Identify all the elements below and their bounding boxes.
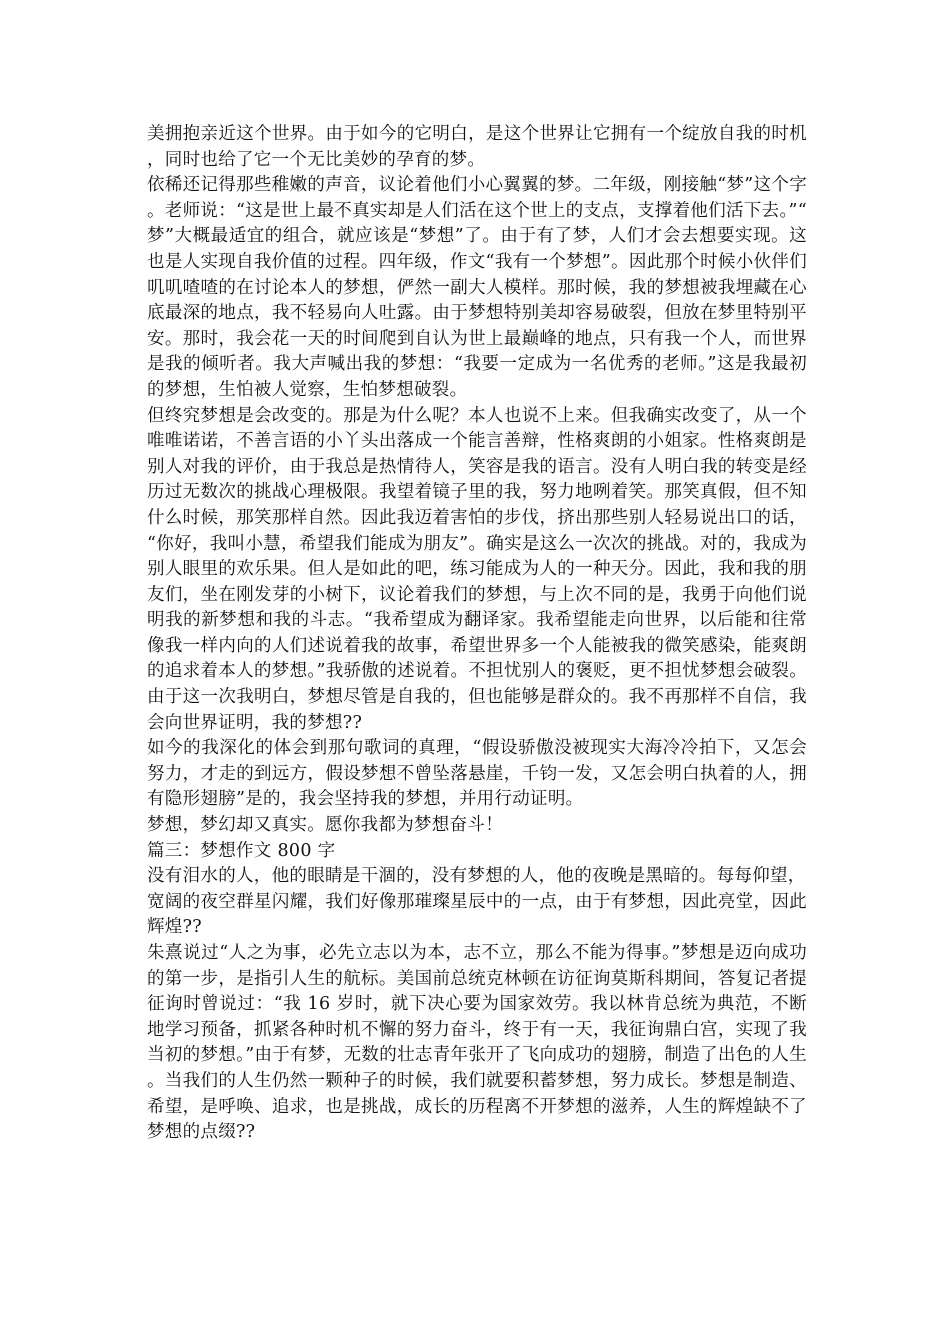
paragraph: 没有泪水的人，他的眼睛是干涸的，没有梦想的人，他的夜晚是黑暗的。每每仰望， xyxy=(147,866,806,887)
paragraph: 美拥抱亲近这个世界。由于如今的它明白，是这个世界让它拥有一个绽放自我的时机，同时也给了它一个无比美妙的孕育的梦。 xyxy=(147,124,807,170)
document-body xyxy=(147,122,807,1146)
paragraph: 宽阔的夜空群星闪耀，我们好像那璀璨星辰中的一点，由于有梦想，因此亮堂，因此辉煌?? xyxy=(147,891,807,938)
paragraph: 但终究梦想是会改变的。那是为什么呢？本人也说不上来。但我确实改变了，从一个唯唯诺诺，不善言语的小丫头出落成一个能言善辩，性格爽朗的小姐家。性格爽朗是别人对我的评价，由于我总是热情待人，笑容是我的语言。没有人明白我的转变是经历过无数次的挑战心理极限。我望着镜子里的我，努力地咧着笑。那笑真假，但不知什么时候，那笑那样自然。因此我迈着害怕的步伐，挤出那些别人轻易说出口的话，“你好，我叫小慧，希望我们能成为朋友”。确实是这么一次次的挑战。对的，我成为别人眼里的欢乐果。但人是如此的吧，练习能成为人的一种天分。因此，我和我的朋友们，坐在刚发芽的小树下，议论着我们的梦想，与上次不同的是，我勇于向他们说明我的新梦想和我的斗志。“我希望成为翻译家。我希望能走向世界，以后能和往常像我一样内向的人们述说着我的故事，希望世界多一个人能被我的微笑感染，能爽朗的追求着本人的梦想。”我骄傲的述说着。不担忧别人的褒贬，更不担忧梦想会破裂。由于这一次我明白，梦想尽管是自我的，但也能够是群众的。我不再那样不自信，我会向世界证明，我的梦想?? xyxy=(147,405,807,733)
paragraph: 朱熹说过“人之为事，必先立志以为本，志不立，那么不能为得事。”梦想是迈向成功的第一步，是指引人生的航标。美国前总统克林顿在访征询莫斯科期间，答复记者提征询时曾说过：“我 16 岁时，就下决心要为国家效劳。我以林肯总统为典范，不断地学习预备，抓紧各种时机不懈的努力奋斗，终于有一天，我征询鼎白宫，实现了我当初的梦想。”由于有梦，无数的壮志青年张开了飞向成功的翅膀，制造了出色的人生。当我们的人生仍然一颗种子的时候，我们就要积蓄梦想，努力成长。梦想是制造、希望，是呼唤、追求，也是挑战，成长的历程离不开梦想的滋养，人生的辉煌缺不了梦想的点缀?? xyxy=(147,943,807,1143)
paragraph: 依稀还记得那些稚嫩的声音，议论着他们小心翼翼的梦。二年级，刚接触“梦”这个字。老师说：“这是世上最不真实却是人们活在这个世上的支点，支撑着他们活下去。”“梦”大概最适宜的组合，就应该是“梦想”了。由于有了梦，人们才会去想要实现。这也是人实现自我价值的过程。四年级，作文“我有一个梦想”。因此那个时候小伙伴们叽叽喳喳的在讨论本人的梦想，俨然一副大人模样。那时候，我的梦想被我埋藏在心底最深的地点，我不轻易向人吐露。由于梦想特别美却容易破裂，但放在梦里特别平安。那时，我会花一天的时间爬到自认为世上最巅峰的地点，只有我一个人，而世界是我的倾听者。我大声喊出我的梦想：“我要一定成为一名优秀的老师。”这是我最初的梦想，生怕被人觉察，生怕梦想破裂。 xyxy=(147,175,807,400)
paragraph: 如今的我深化的体会到那句歌词的真理，“假设骄傲没被现实大海冷冷拍下，又怎会努力，才走的到远方，假设梦想不曾坠落悬崖，千钧一发，又怎会明白执着的人，拥有隐形翅膀”是的，我会坚持我的梦想，并用行动证明。 xyxy=(147,738,807,810)
paragraph: 梦想，梦幻却又真实。愿你我都为梦想奋斗！ xyxy=(147,815,503,836)
section-heading: 篇三：梦想作文 800 字 xyxy=(147,840,336,861)
